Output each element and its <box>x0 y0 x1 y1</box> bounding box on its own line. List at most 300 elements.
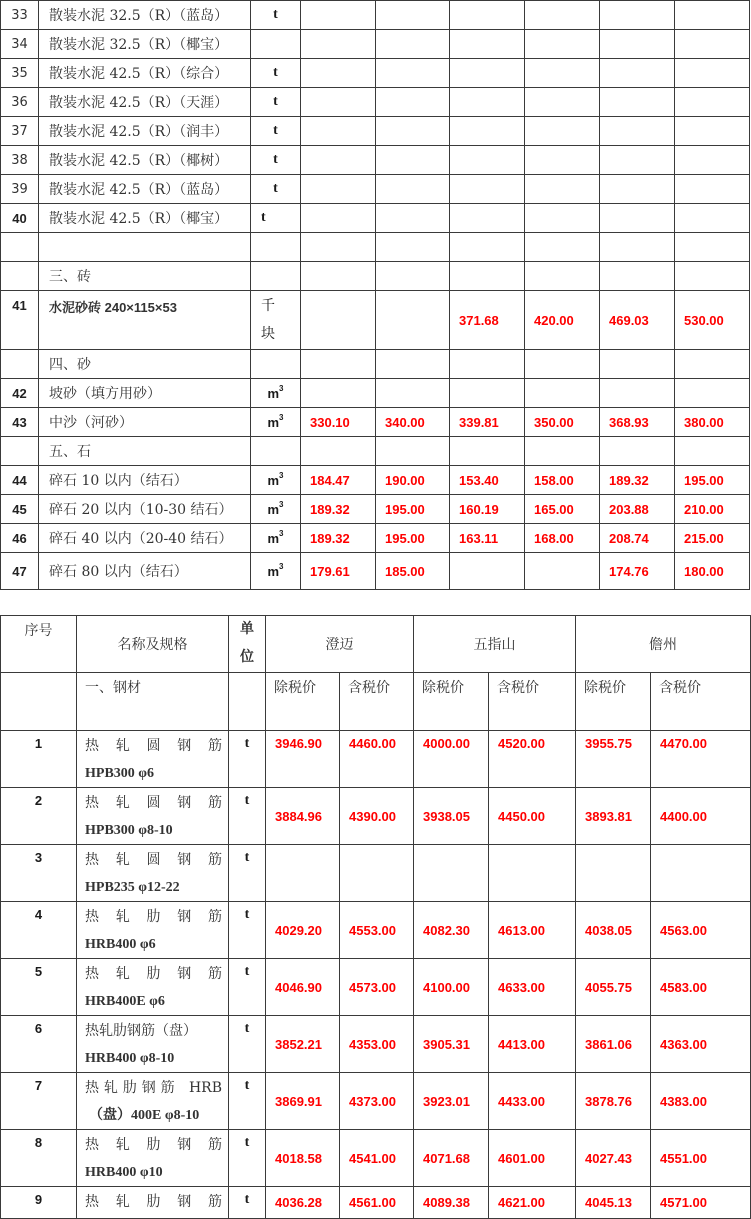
price-cell <box>301 117 376 146</box>
price-cell: 4561.00 <box>340 1187 414 1219</box>
price-cell: 190.00 <box>376 466 450 495</box>
row-seq: 39 <box>1 175 39 204</box>
row-unit <box>251 408 301 437</box>
price-cell: 4071.68 <box>414 1130 489 1187</box>
price-cell <box>675 59 750 88</box>
price-cell: 4027.43 <box>576 1130 651 1187</box>
price-cell: 330.10 <box>301 408 376 437</box>
price-cell: 195.00 <box>376 495 450 524</box>
price-cell: 203.88 <box>600 495 675 524</box>
price-cell <box>600 30 675 59</box>
empty-cell <box>1 233 39 262</box>
unit-line-2: 块 <box>261 327 275 342</box>
price-cell: 4571.00 <box>651 1187 751 1219</box>
price-cell: 371.68 <box>450 291 525 350</box>
price-table-upper <box>0 0 750 590</box>
empty-cell <box>450 350 525 379</box>
row-unit <box>251 524 301 553</box>
price-cell: 4413.00 <box>489 1016 576 1073</box>
price-cell: 4633.00 <box>489 959 576 1016</box>
price-cell: 189.32 <box>600 466 675 495</box>
name-line-2: HRB400 φ6 <box>85 937 156 952</box>
price-cell <box>376 175 450 204</box>
row-seq: 34 <box>1 30 39 59</box>
table-row-blank <box>1 233 750 262</box>
price-cell <box>525 379 600 408</box>
row-name: 碎石 40 以内（20-40 结石） <box>39 524 251 553</box>
empty-cell <box>1 262 39 291</box>
price-cell: 168.00 <box>525 524 600 553</box>
row-unit: t <box>251 117 301 146</box>
empty-cell <box>1 437 39 466</box>
row-name: 散装水泥 42.5（R）（天涯） <box>39 88 251 117</box>
price-cell: 208.74 <box>600 524 675 553</box>
section-row <box>1 437 750 466</box>
price-cell: 4583.00 <box>651 959 751 1016</box>
table-row <box>1 146 750 175</box>
row-unit: t <box>229 902 266 959</box>
header-unit <box>229 616 266 673</box>
row-seq: 2 <box>1 788 77 845</box>
price-cell: 195.00 <box>376 524 450 553</box>
price-cell: 184.47 <box>301 466 376 495</box>
row-name: 坡砂（填方用砂） <box>39 379 251 408</box>
table-row <box>1 88 750 117</box>
empty-cell <box>450 262 525 291</box>
header-region-wuzhishan: 五指山 <box>414 616 576 673</box>
price-cell <box>525 88 600 117</box>
price-cell: 4038.05 <box>576 902 651 959</box>
row-seq: 36 <box>1 88 39 117</box>
row-seq: 6 <box>1 1016 77 1073</box>
price-table-steel <box>0 615 751 1219</box>
unit-superscript: 3 <box>279 528 284 538</box>
name-line-2: HRB400 φ8-10 <box>85 1051 175 1066</box>
row-name: 散装水泥 42.5（R）（润丰） <box>39 117 251 146</box>
table-row <box>1 1016 751 1073</box>
section-heading: 五、石 <box>39 437 251 466</box>
unit-superscript: 3 <box>279 470 284 480</box>
table-row <box>1 495 750 524</box>
row-name: 碎石 20 以内（10-30 结石） <box>39 495 251 524</box>
empty-cell <box>251 262 301 291</box>
row-name: 散装水泥 42.5（R）（椰树） <box>39 146 251 175</box>
price-cell <box>450 88 525 117</box>
header-price-ex-tax: 除税价 <box>414 673 489 731</box>
section-row <box>1 350 750 379</box>
table-row <box>1 959 751 1016</box>
header-price-inc-tax: 含税价 <box>489 673 576 731</box>
price-cell: 185.00 <box>376 553 450 590</box>
price-cell: 4613.00 <box>489 902 576 959</box>
price-cell <box>600 379 675 408</box>
price-cell: 4055.75 <box>576 959 651 1016</box>
row-name <box>77 1187 229 1219</box>
price-cell: 3852.21 <box>266 1016 340 1073</box>
price-cell: 4036.28 <box>266 1187 340 1219</box>
price-cell <box>600 88 675 117</box>
header-region-danzhou: 儋州 <box>576 616 751 673</box>
row-name <box>77 1016 229 1073</box>
price-cell <box>450 379 525 408</box>
price-cell: 215.00 <box>675 524 750 553</box>
price-cell <box>675 146 750 175</box>
price-cell: 4390.00 <box>340 788 414 845</box>
price-cell: 4601.00 <box>489 1130 576 1187</box>
table-row <box>1 1073 751 1130</box>
price-cell: 4553.00 <box>340 902 414 959</box>
price-cell: 4450.00 <box>489 788 576 845</box>
row-seq: 5 <box>1 959 77 1016</box>
section-heading: 四、砂 <box>39 350 251 379</box>
name-line-1: 热 轧 肋 钢 筋 <box>85 909 222 925</box>
price-cell: 530.00 <box>675 291 750 350</box>
table-row <box>1 59 750 88</box>
table-row <box>1 788 751 845</box>
row-unit <box>251 291 301 350</box>
price-cell: 4045.13 <box>576 1187 651 1219</box>
price-cell <box>525 204 600 233</box>
price-cell <box>600 117 675 146</box>
price-cell <box>301 379 376 408</box>
price-cell: 4018.58 <box>266 1130 340 1187</box>
unit-text: m <box>267 385 280 401</box>
row-name <box>77 902 229 959</box>
row-name: 散装水泥 32.5（R）（蓝岛） <box>39 1 251 30</box>
name-line-2: HRB400 φ10 <box>85 1165 163 1180</box>
price-cell: 3878.76 <box>576 1073 651 1130</box>
price-cell <box>600 1 675 30</box>
empty-cell <box>251 350 301 379</box>
price-cell <box>525 1 600 30</box>
price-cell: 3861.06 <box>576 1016 651 1073</box>
row-seq: 8 <box>1 1130 77 1187</box>
unit-superscript: 3 <box>279 561 284 571</box>
row-unit: t <box>251 59 301 88</box>
table-row <box>1 175 750 204</box>
unit-superscript: 3 <box>279 412 284 422</box>
empty-cell <box>675 233 750 262</box>
price-cell: 4383.00 <box>651 1073 751 1130</box>
price-cell <box>450 175 525 204</box>
header-price-inc-tax: 含税价 <box>340 673 414 731</box>
empty-cell <box>675 437 750 466</box>
table-row <box>1 1 750 30</box>
name-line-2: HRB400E φ6 <box>85 994 165 1009</box>
name-line-1: 热 轧 圆 钢 筋 <box>85 852 222 868</box>
price-cell: 4082.30 <box>414 902 489 959</box>
row-unit: t <box>251 175 301 204</box>
row-seq: 47 <box>1 553 39 590</box>
header-unit-line-1: 单 <box>240 622 254 637</box>
name-line-2: （盘）400E φ8-10 <box>89 1108 200 1123</box>
row-name <box>77 788 229 845</box>
price-cell: 163.11 <box>450 524 525 553</box>
table-row <box>1 1130 751 1187</box>
unit-superscript: 3 <box>279 383 284 393</box>
row-name <box>77 1073 229 1130</box>
price-cell: 350.00 <box>525 408 600 437</box>
name-line-1: 热轧肋钢筋 HRB <box>85 1080 222 1096</box>
row-unit: t <box>229 959 266 1016</box>
price-cell <box>576 845 651 902</box>
price-cell <box>450 146 525 175</box>
price-cell: 4373.00 <box>340 1073 414 1130</box>
unit-superscript: 3 <box>279 499 284 509</box>
empty-cell <box>376 350 450 379</box>
row-name <box>77 731 229 788</box>
empty-cell <box>525 437 600 466</box>
row-unit <box>251 379 301 408</box>
header-row <box>1 616 751 673</box>
price-cell <box>301 291 376 350</box>
table-row <box>1 408 750 437</box>
name-line-1: 热 轧 肋 钢 筋 <box>85 966 222 982</box>
subheader-row <box>1 673 751 731</box>
price-cell <box>675 1 750 30</box>
name-line-1: 热 轧 圆 钢 筋 <box>85 738 222 754</box>
price-cell: 4000.00 <box>414 731 489 788</box>
row-unit: t <box>229 731 266 788</box>
price-cell: 3955.75 <box>576 731 651 788</box>
header-name: 名称及规格 <box>77 616 229 673</box>
price-cell: 4433.00 <box>489 1073 576 1130</box>
price-cell <box>301 204 376 233</box>
row-unit: t <box>229 845 266 902</box>
name-line-1: 热 轧 圆 钢 筋 <box>85 795 222 811</box>
price-cell <box>301 146 376 175</box>
price-cell <box>675 30 750 59</box>
price-cell <box>675 379 750 408</box>
row-unit: t <box>229 788 266 845</box>
table-row <box>1 117 750 146</box>
price-cell <box>489 845 576 902</box>
row-name: 散装水泥 42.5（R）（蓝岛） <box>39 175 251 204</box>
price-cell <box>600 175 675 204</box>
row-seq: 43 <box>1 408 39 437</box>
section-heading: 一、钢材 <box>77 673 229 731</box>
row-seq: 35 <box>1 59 39 88</box>
row-name: 碎石 10 以内（结石） <box>39 466 251 495</box>
table-row <box>1 1187 751 1219</box>
price-cell: 174.76 <box>600 553 675 590</box>
price-cell <box>525 146 600 175</box>
row-seq: 42 <box>1 379 39 408</box>
row-seq: 45 <box>1 495 39 524</box>
empty-cell <box>376 437 450 466</box>
empty-cell <box>301 350 376 379</box>
price-cell: 3923.01 <box>414 1073 489 1130</box>
row-seq: 40 <box>1 204 39 233</box>
price-cell: 4460.00 <box>340 731 414 788</box>
row-seq: 38 <box>1 146 39 175</box>
table-row <box>1 30 750 59</box>
row-name: 散装水泥 32.5（R）（椰宝） <box>39 30 251 59</box>
price-cell <box>266 845 340 902</box>
empty-cell <box>600 437 675 466</box>
table-row <box>1 291 750 350</box>
row-seq: 41 <box>1 291 39 350</box>
header-price-ex-tax: 除税价 <box>576 673 651 731</box>
header-seq: 序号 <box>1 616 77 673</box>
unit-text: m <box>267 563 280 579</box>
empty-cell <box>450 233 525 262</box>
price-cell <box>376 204 450 233</box>
price-cell <box>600 59 675 88</box>
empty-cell <box>229 673 266 731</box>
row-seq: 9 <box>1 1187 77 1219</box>
row-seq: 33 <box>1 1 39 30</box>
name-line-1: 热 轧 肋 钢 筋 <box>85 1137 222 1153</box>
price-cell: 160.19 <box>450 495 525 524</box>
price-cell: 4363.00 <box>651 1016 751 1073</box>
price-cell: 3946.90 <box>266 731 340 788</box>
price-cell: 4573.00 <box>340 959 414 1016</box>
price-cell <box>376 117 450 146</box>
price-cell <box>450 1 525 30</box>
price-cell: 3884.96 <box>266 788 340 845</box>
empty-cell <box>600 233 675 262</box>
row-name: 中沙（河砂） <box>39 408 251 437</box>
price-cell: 180.00 <box>675 553 750 590</box>
price-cell <box>450 204 525 233</box>
price-cell: 4400.00 <box>651 788 751 845</box>
table-row <box>1 902 751 959</box>
price-cell: 4470.00 <box>651 731 751 788</box>
row-seq: 7 <box>1 1073 77 1130</box>
price-cell: 179.61 <box>301 553 376 590</box>
price-cell: 210.00 <box>675 495 750 524</box>
row-seq: 3 <box>1 845 77 902</box>
price-cell: 4520.00 <box>489 731 576 788</box>
price-cell: 4353.00 <box>340 1016 414 1073</box>
price-cell: 340.00 <box>376 408 450 437</box>
price-cell <box>301 59 376 88</box>
unit-text: m <box>267 530 280 546</box>
empty-cell <box>525 350 600 379</box>
empty-cell <box>600 350 675 379</box>
row-name: 散装水泥 42.5（R）（综合） <box>39 59 251 88</box>
row-unit: t <box>229 1130 266 1187</box>
price-cell: 165.00 <box>525 495 600 524</box>
header-price-ex-tax: 除税价 <box>266 673 340 731</box>
row-unit <box>251 30 301 59</box>
row-seq: 1 <box>1 731 77 788</box>
name-line-1: 热轧肋钢筋（盘） <box>85 1023 197 1039</box>
empty-cell <box>675 262 750 291</box>
price-cell <box>376 1 450 30</box>
price-cell <box>525 30 600 59</box>
section-heading: 三、砖 <box>39 262 251 291</box>
row-unit <box>251 495 301 524</box>
row-unit: t <box>251 204 301 233</box>
price-cell: 158.00 <box>525 466 600 495</box>
empty-cell <box>301 437 376 466</box>
name-line-2: HPB235 φ12-22 <box>85 880 180 895</box>
price-cell <box>376 379 450 408</box>
price-cell: 368.93 <box>600 408 675 437</box>
price-cell <box>450 59 525 88</box>
row-unit: t <box>251 88 301 117</box>
header-unit-line-2: 位 <box>240 650 254 665</box>
price-cell <box>675 175 750 204</box>
row-unit <box>251 466 301 495</box>
empty-cell <box>525 233 600 262</box>
table-row <box>1 524 750 553</box>
empty-cell <box>376 233 450 262</box>
price-cell <box>675 204 750 233</box>
row-unit: t <box>229 1016 266 1073</box>
price-cell: 4563.00 <box>651 902 751 959</box>
price-cell <box>651 845 751 902</box>
price-cell <box>450 117 525 146</box>
row-unit: t <box>229 1187 266 1219</box>
price-cell <box>301 88 376 117</box>
price-cell: 4089.38 <box>414 1187 489 1219</box>
unit-line-1: 千 <box>261 299 275 314</box>
price-cell: 380.00 <box>675 408 750 437</box>
price-cell <box>675 88 750 117</box>
table-row <box>1 553 750 590</box>
header-region-chengmai: 澄迈 <box>266 616 414 673</box>
price-cell: 4621.00 <box>489 1187 576 1219</box>
price-cell <box>450 30 525 59</box>
price-cell <box>450 553 525 590</box>
row-seq: 44 <box>1 466 39 495</box>
price-cell <box>525 117 600 146</box>
price-cell: 339.81 <box>450 408 525 437</box>
table-row <box>1 845 751 902</box>
row-name <box>77 959 229 1016</box>
price-cell <box>376 291 450 350</box>
unit-text: m <box>267 501 280 517</box>
empty-cell <box>39 233 251 262</box>
row-seq: 37 <box>1 117 39 146</box>
empty-cell <box>1 350 39 379</box>
price-cell <box>301 1 376 30</box>
row-seq: 46 <box>1 524 39 553</box>
empty-cell <box>525 262 600 291</box>
price-cell: 4029.20 <box>266 902 340 959</box>
price-cell <box>525 175 600 204</box>
unit-text: m <box>267 472 280 488</box>
price-cell <box>340 845 414 902</box>
price-cell: 189.32 <box>301 524 376 553</box>
price-cell <box>525 553 600 590</box>
row-name: 散装水泥 42.5（R）（椰宝） <box>39 204 251 233</box>
table-row <box>1 379 750 408</box>
empty-cell <box>600 262 675 291</box>
table-row <box>1 731 751 788</box>
price-cell: 420.00 <box>525 291 600 350</box>
row-name: 碎石 80 以内（结石） <box>39 553 251 590</box>
price-cell: 3938.05 <box>414 788 489 845</box>
header-price-inc-tax: 含税价 <box>651 673 751 731</box>
name-line-2: HPB300 φ6 <box>85 766 155 781</box>
price-cell <box>301 175 376 204</box>
empty-cell <box>301 262 376 291</box>
row-name <box>77 1130 229 1187</box>
empty-cell <box>251 437 301 466</box>
price-cell <box>376 146 450 175</box>
price-cell <box>376 88 450 117</box>
name-line-1: 热 轧 肋 钢 筋 <box>85 1194 222 1210</box>
price-cell <box>675 117 750 146</box>
empty-cell <box>450 437 525 466</box>
table-row <box>1 204 750 233</box>
name-line-2: HPB300 φ8-10 <box>85 823 173 838</box>
price-cell <box>525 59 600 88</box>
